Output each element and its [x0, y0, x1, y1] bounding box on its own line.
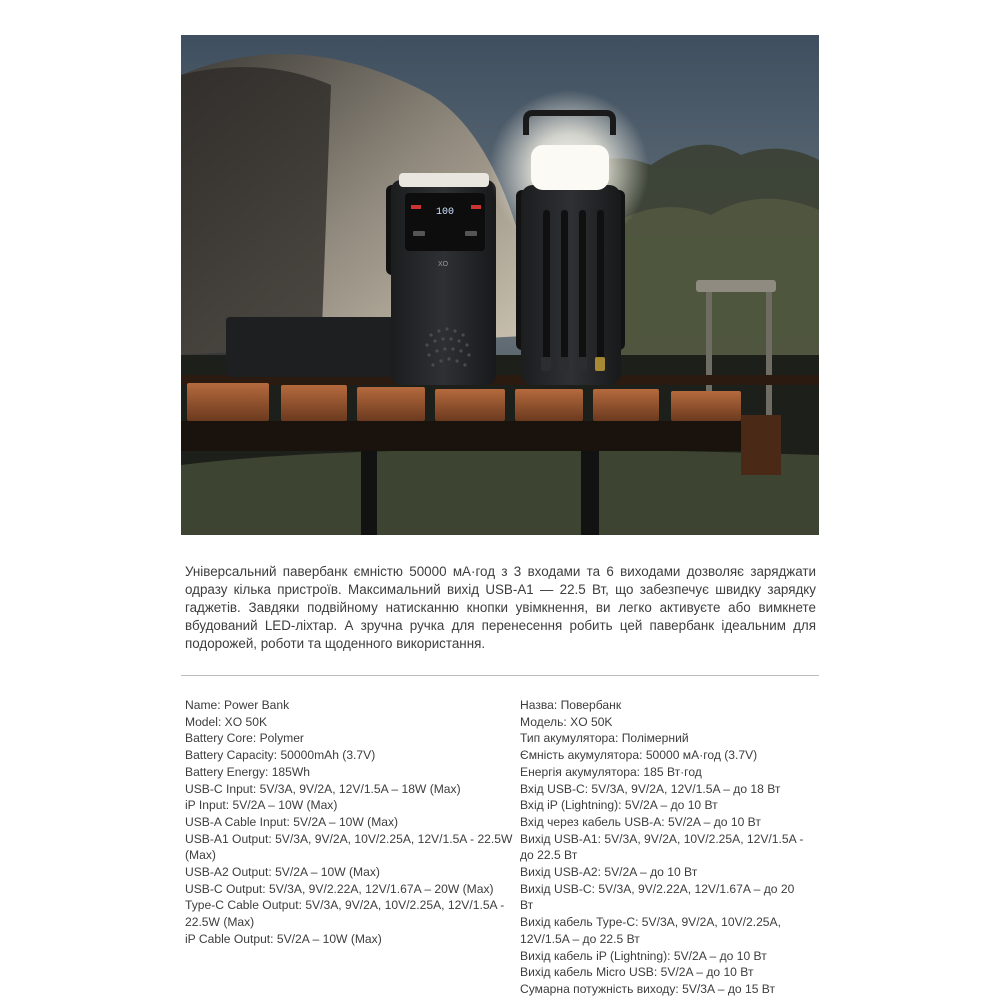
spec-line: Ємність акумулятора: 50000 мА·год (3.7V): [520, 748, 758, 763]
spec-line: Вихід USB-C: 5V/3A, 9V/2.22A, 12V/1.67A – до 20 Вт: [520, 881, 795, 913]
spec-line: Вихід USB-A2: 5V/2A – до 10 Вт: [520, 865, 698, 880]
specs-ukrainian: [520, 697, 805, 998]
product-description: Універсальний павербанк ємністю 50000 мА·год з 3 входами та 6 виходами дозволяє заряджати одразу кілька пристроїв. Максимальний вихід USB-A1 — 22.5 Вт, що забезпечує швидку зарядку гаджетів. Завдяки подвійному натисканню кнопки увімкнення, ви легко активуєте або вимкнете вбудований LED-ліхтар. А зручна ручка для перенесення робить цей павербанк ідеальним для подорожей, роботи та щоденного використання.: [185, 564, 816, 651]
section-divider: [181, 675, 819, 676]
power-bank-left: [386, 173, 496, 385]
spec-line: iP Cable Output: 5V/2A – 10W (Max): [185, 931, 382, 946]
spec-line: USB-C Input: 5V/3A, 9V/2A, 12V/1.5A – 18W (Max): [185, 781, 461, 796]
brand-logo: XO: [437, 261, 449, 268]
spec-line: Енергія акумулятора: 185 Вт·год: [520, 764, 702, 779]
product-photo: [181, 35, 819, 535]
display-readout: 100: [435, 207, 455, 218]
specs-english: [185, 697, 515, 948]
spec-line: Модель: XO 50K: [520, 714, 613, 729]
spec-line: USB-A1 Output: 5V/3A, 9V/2A, 10V/2.25A, 12V/1.5A - 22.5W (Max): [185, 831, 513, 863]
spec-line: Назва: Повербанк: [520, 698, 622, 712]
spec-line: Вихід USB-A1: 5V/3A, 9V/2A, 10V/2.25A, 12V/1.5A - до 22.5 Вт: [520, 831, 804, 863]
spec-line: Battery Energy: 185Wh: [185, 764, 311, 779]
spec-line: USB-A2 Output: 5V/2A – 10W (Max): [185, 865, 380, 880]
spec-line: Вихід кабель Micro USB: 5V/2A – до 10 Вт: [520, 965, 754, 980]
spec-line: USB-A Cable Input: 5V/2A – 10W (Max): [185, 814, 399, 829]
spec-line: Вхід через кабель USB-A: 5V/2A – до 10 Вт: [520, 814, 761, 829]
spec-line: Battery Capacity: 50000mAh (3.7V): [185, 748, 376, 763]
spec-line: Сумарна потужність виходу: 5V/3A – до 15 Вт: [520, 981, 776, 996]
spec-line: Вихід кабель iP (Lightning): 5V/2A – до 10 Вт: [520, 948, 767, 963]
spec-line: iP Input: 5V/2A – 10W (Max): [185, 798, 338, 813]
spec-line: Вхід USB-C: 5V/3A, 9V/2A, 12V/1.5A – до 18 Вт: [520, 781, 781, 796]
spec-line: Type-C Cable Output: 5V/3A, 9V/2A, 10V/2.25A, 12V/1.5A - 22.5W (Max): [185, 898, 505, 930]
spec-line: Вихід кабель Type-C: 5V/3A, 9V/2A, 10V/2.25A, 12V/1.5A – до 22.5 Вт: [520, 915, 781, 946]
spec-line: Вхід iP (Lightning): 5V/2A – до 10 Вт: [520, 798, 718, 813]
spec-line: Model: XO 50K: [185, 714, 268, 729]
spec-line: Name: Power Bank: [185, 698, 290, 712]
spec-line: Battery Core: Polymer: [185, 731, 304, 746]
spec-line: USB-C Output: 5V/3A, 9V/2.22A, 12V/1.67A – 20W (Max): [185, 881, 494, 896]
spec-line: Тип акумулятора: Полімерний: [520, 731, 689, 746]
